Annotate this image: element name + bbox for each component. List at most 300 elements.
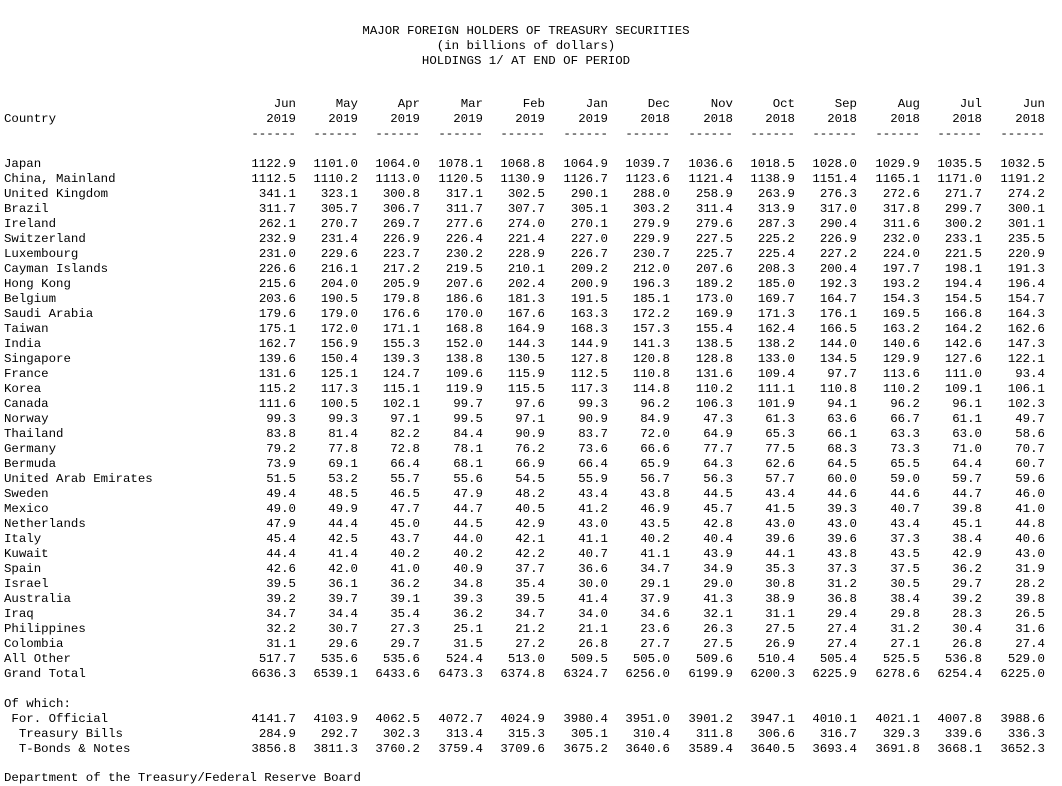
holding-value: 48.2 xyxy=(515,487,545,501)
holding-value: 97.1 xyxy=(515,412,545,426)
holding-value: 39.5 xyxy=(266,577,296,591)
holding-value: 66.9 xyxy=(515,457,545,471)
holding-value: 60.7 xyxy=(1015,457,1045,471)
holding-value: 53.2 xyxy=(328,472,358,486)
holding-value: 305.1 xyxy=(570,202,608,216)
holding-value: 130.5 xyxy=(507,352,545,366)
holding-value: 41.1 xyxy=(640,547,670,561)
column-year: 2019 xyxy=(390,112,420,126)
holding-value: 43.0 xyxy=(827,517,857,531)
holding-value: 36.2 xyxy=(952,562,982,576)
holding-value: 226.4 xyxy=(445,232,483,246)
holding-value: 55.7 xyxy=(390,472,420,486)
holding-value: 64.9 xyxy=(703,427,733,441)
holding-value: 139.6 xyxy=(258,352,296,366)
holding-value: 47.7 xyxy=(390,502,420,516)
holding-value: 1112.5 xyxy=(251,172,296,186)
holding-value: 110.2 xyxy=(882,382,920,396)
country-name: Colombia xyxy=(4,637,64,651)
holding-value: 179.8 xyxy=(382,292,420,306)
holding-value: 64.4 xyxy=(952,457,982,471)
holding-value: 26.3 xyxy=(703,622,733,636)
holding-value: 40.6 xyxy=(1015,532,1045,546)
holding-value: 72.0 xyxy=(640,427,670,441)
holding-value: 277.6 xyxy=(445,217,483,231)
holding-value: 221.5 xyxy=(944,247,982,261)
holding-value: 215.6 xyxy=(258,277,296,291)
country-name: Grand Total xyxy=(4,667,86,681)
holding-value: 4007.8 xyxy=(937,712,982,726)
holding-value: 131.6 xyxy=(695,367,733,381)
holding-value: 6433.6 xyxy=(375,667,420,681)
holding-value: 40.5 xyxy=(515,502,545,516)
holding-value: 3856.8 xyxy=(251,742,296,756)
holding-value: 32.1 xyxy=(703,607,733,621)
holding-value: 27.5 xyxy=(703,637,733,651)
holding-value: 168.8 xyxy=(445,322,483,336)
holding-value: 301.1 xyxy=(1007,217,1045,231)
holding-value: 60.0 xyxy=(827,472,857,486)
holding-value: 100.5 xyxy=(320,397,358,411)
holding-value: 1113.0 xyxy=(375,172,420,186)
holding-value: 3691.8 xyxy=(875,742,920,756)
holding-value: 29.4 xyxy=(827,607,857,621)
holding-value: 77.8 xyxy=(328,442,358,456)
holding-value: 3951.0 xyxy=(625,712,670,726)
holding-value: 225.2 xyxy=(757,232,795,246)
holding-value: 43.0 xyxy=(578,517,608,531)
holding-value: 229.9 xyxy=(632,232,670,246)
column-underline: ------ xyxy=(750,127,795,141)
holding-value: 27.5 xyxy=(765,622,795,636)
column-underline: ------ xyxy=(438,127,483,141)
holding-value: 31.2 xyxy=(827,577,857,591)
country-name: United Kingdom xyxy=(4,187,109,201)
country-name: Kuwait xyxy=(4,547,49,561)
holding-value: 336.3 xyxy=(1007,727,1045,741)
holding-value: 36.8 xyxy=(827,592,857,606)
holding-value: 63.6 xyxy=(827,412,857,426)
holding-value: 44.4 xyxy=(328,517,358,531)
holding-value: 39.2 xyxy=(952,592,982,606)
holding-value: 110.2 xyxy=(695,382,733,396)
country-name: United Arab Emirates xyxy=(4,472,153,486)
holding-value: 35.4 xyxy=(390,607,420,621)
holding-value: 49.7 xyxy=(1015,412,1045,426)
country-name: Korea xyxy=(4,382,42,396)
holding-value: 204.0 xyxy=(320,277,358,291)
holding-value: 6539.1 xyxy=(313,667,358,681)
column-month: Feb xyxy=(522,97,545,111)
holding-value: 172.2 xyxy=(632,307,670,321)
holding-value: 164.7 xyxy=(819,292,857,306)
holding-value: 191.3 xyxy=(1007,262,1045,276)
holding-value: 210.1 xyxy=(507,262,545,276)
column-year: 2018 xyxy=(1015,112,1045,126)
holding-value: 3988.6 xyxy=(1000,712,1045,726)
holding-value: 4103.9 xyxy=(313,712,358,726)
column-underline: ------ xyxy=(937,127,982,141)
holding-value: 59.7 xyxy=(952,472,982,486)
holding-value: 226.7 xyxy=(570,247,608,261)
holding-value: 3760.2 xyxy=(375,742,420,756)
holding-value: 317.8 xyxy=(882,202,920,216)
holding-value: 179.6 xyxy=(258,307,296,321)
holding-value: 1122.9 xyxy=(251,157,296,171)
holding-value: 41.1 xyxy=(578,532,608,546)
holding-value: 31.1 xyxy=(266,637,296,651)
holding-value: 46.0 xyxy=(1015,487,1045,501)
country-name: Sweden xyxy=(4,487,49,501)
holding-value: 96.1 xyxy=(952,397,982,411)
holding-value: 21.2 xyxy=(515,622,545,636)
holding-value: 31.5 xyxy=(453,637,483,651)
country-name: Cayman Islands xyxy=(4,262,109,276)
holding-value: 3640.6 xyxy=(625,742,670,756)
holding-value: 69.1 xyxy=(328,457,358,471)
holding-value: 36.1 xyxy=(328,577,358,591)
holding-value: 109.6 xyxy=(445,367,483,381)
holding-value: 37.3 xyxy=(890,532,920,546)
holding-value: 96.2 xyxy=(640,397,670,411)
holding-value: 290.4 xyxy=(819,217,857,231)
holding-value: 27.1 xyxy=(890,637,920,651)
holding-value: 65.5 xyxy=(890,457,920,471)
holding-value: 164.9 xyxy=(507,322,545,336)
holding-value: 529.0 xyxy=(1007,652,1045,666)
holding-value: 329.3 xyxy=(882,727,920,741)
holding-value: 83.7 xyxy=(578,427,608,441)
holding-value: 230.7 xyxy=(632,247,670,261)
holding-value: 154.7 xyxy=(1007,292,1045,306)
holding-value: 51.5 xyxy=(266,472,296,486)
holding-value: 1126.7 xyxy=(563,172,608,186)
holding-value: 155.3 xyxy=(382,337,420,351)
holding-value: 45.4 xyxy=(266,532,296,546)
holding-value: 124.7 xyxy=(382,367,420,381)
country-name: Singapore xyxy=(4,352,71,366)
holding-value: 274.0 xyxy=(507,217,545,231)
holding-value: 30.7 xyxy=(328,622,358,636)
holding-value: 44.5 xyxy=(703,487,733,501)
holding-value: 505.4 xyxy=(819,652,857,666)
holding-value: 223.7 xyxy=(382,247,420,261)
country-name: China, Mainland xyxy=(4,172,116,186)
holding-value: 3675.2 xyxy=(563,742,608,756)
holding-value: 1028.0 xyxy=(812,157,857,171)
holding-value: 263.9 xyxy=(757,187,795,201)
holding-value: 1018.5 xyxy=(750,157,795,171)
holding-value: 71.0 xyxy=(952,442,982,456)
holding-value: 221.4 xyxy=(507,232,545,246)
holding-value: 141.3 xyxy=(632,337,670,351)
holding-value: 179.0 xyxy=(320,307,358,321)
holding-value: 66.6 xyxy=(640,442,670,456)
holding-value: 81.4 xyxy=(328,427,358,441)
holding-value: 3640.5 xyxy=(750,742,795,756)
holding-value: 3980.4 xyxy=(563,712,608,726)
holding-value: 90.9 xyxy=(578,412,608,426)
holding-value: 23.6 xyxy=(640,622,670,636)
holding-value: 317.0 xyxy=(819,202,857,216)
column-month: Jun xyxy=(1022,97,1045,111)
column-year: 2018 xyxy=(890,112,920,126)
holding-value: 40.2 xyxy=(390,547,420,561)
column-month: May xyxy=(335,97,358,111)
holding-value: 40.2 xyxy=(640,532,670,546)
holding-value: 163.3 xyxy=(570,307,608,321)
of-which-category: Treasury Bills xyxy=(4,727,123,741)
holding-value: 41.4 xyxy=(328,547,358,561)
holding-value: 6256.0 xyxy=(625,667,670,681)
holding-value: 200.4 xyxy=(819,262,857,276)
holding-value: 311.6 xyxy=(882,217,920,231)
holding-value: 207.6 xyxy=(695,262,733,276)
holding-value: 200.9 xyxy=(570,277,608,291)
column-year: 2019 xyxy=(578,112,608,126)
holding-value: 303.2 xyxy=(632,202,670,216)
holding-value: 56.7 xyxy=(640,472,670,486)
holding-value: 310.4 xyxy=(632,727,670,741)
column-underline: ------ xyxy=(375,127,420,141)
report-title: MAJOR FOREIGN HOLDERS OF TREASURY SECURITIES xyxy=(362,24,690,38)
report-subtitle-units: (in billions of dollars) xyxy=(436,39,616,53)
holding-value: 6278.6 xyxy=(875,667,920,681)
country-name: Norway xyxy=(4,412,49,426)
holding-value: 29.6 xyxy=(328,637,358,651)
holding-value: 26.5 xyxy=(1015,607,1045,621)
holding-value: 41.3 xyxy=(703,592,733,606)
holding-value: 66.4 xyxy=(578,457,608,471)
holding-value: 510.4 xyxy=(757,652,795,666)
holding-value: 45.1 xyxy=(952,517,982,531)
holding-value: 270.7 xyxy=(320,217,358,231)
holding-value: 207.6 xyxy=(445,277,483,291)
holding-value: 341.1 xyxy=(258,187,296,201)
column-underline: ------ xyxy=(500,127,545,141)
holding-value: 115.5 xyxy=(507,382,545,396)
holding-value: 1068.8 xyxy=(500,157,545,171)
holding-value: 196.4 xyxy=(1007,277,1045,291)
country-name: Switzerland xyxy=(4,232,86,246)
holding-value: 513.0 xyxy=(507,652,545,666)
holding-value: 35.4 xyxy=(515,577,545,591)
holding-value: 36.6 xyxy=(578,562,608,576)
holding-value: 1039.7 xyxy=(625,157,670,171)
holding-value: 144.3 xyxy=(507,337,545,351)
holding-value: 73.9 xyxy=(266,457,296,471)
holding-value: 185.1 xyxy=(632,292,670,306)
holding-value: 212.0 xyxy=(632,262,670,276)
holding-value: 227.2 xyxy=(819,247,857,261)
holding-value: 42.1 xyxy=(515,532,545,546)
holding-value: 110.8 xyxy=(632,367,670,381)
country-name: Brazil xyxy=(4,202,49,216)
holding-value: 300.8 xyxy=(382,187,420,201)
holding-value: 1064.0 xyxy=(375,157,420,171)
holding-value: 164.2 xyxy=(944,322,982,336)
column-underline: ------ xyxy=(875,127,920,141)
holding-value: 37.9 xyxy=(640,592,670,606)
holding-value: 536.8 xyxy=(944,652,982,666)
holding-value: 162.4 xyxy=(757,322,795,336)
column-month: Nov xyxy=(710,97,733,111)
holding-value: 258.9 xyxy=(695,187,733,201)
holding-value: 27.2 xyxy=(515,637,545,651)
holding-value: 112.5 xyxy=(570,367,608,381)
holding-value: 1121.4 xyxy=(688,172,733,186)
holding-value: 138.8 xyxy=(445,352,483,366)
holding-value: 226.9 xyxy=(382,232,420,246)
holding-value: 106.3 xyxy=(695,397,733,411)
holding-value: 317.1 xyxy=(445,187,483,201)
column-underline: ------ xyxy=(563,127,608,141)
holding-value: 1101.0 xyxy=(313,157,358,171)
holding-value: 39.7 xyxy=(328,592,358,606)
column-underline: ------ xyxy=(251,127,296,141)
holding-value: 152.0 xyxy=(445,337,483,351)
holding-value: 26.9 xyxy=(765,637,795,651)
holding-value: 58.6 xyxy=(1015,427,1045,441)
holding-value: 194.4 xyxy=(944,277,982,291)
holding-value: 193.2 xyxy=(882,277,920,291)
holding-value: 228.9 xyxy=(507,247,545,261)
country-name: All Other xyxy=(4,652,71,666)
holding-value: 4021.1 xyxy=(875,712,920,726)
holding-value: 229.6 xyxy=(320,247,358,261)
holding-value: 1029.9 xyxy=(875,157,920,171)
holding-value: 43.4 xyxy=(890,517,920,531)
holding-value: 64.5 xyxy=(827,457,857,471)
holding-value: 27.4 xyxy=(1015,637,1045,651)
holding-value: 139.3 xyxy=(382,352,420,366)
holding-value: 6324.7 xyxy=(563,667,608,681)
holding-value: 175.1 xyxy=(258,322,296,336)
holding-value: 1110.2 xyxy=(313,172,358,186)
of-which-label: Of which: xyxy=(4,697,71,711)
holding-value: 4141.7 xyxy=(251,712,296,726)
holding-value: 44.1 xyxy=(765,547,795,561)
holding-value: 31.1 xyxy=(765,607,795,621)
holding-value: 191.5 xyxy=(570,292,608,306)
holding-value: 269.7 xyxy=(382,217,420,231)
holding-value: 31.6 xyxy=(1015,622,1045,636)
holding-value: 311.7 xyxy=(258,202,296,216)
holding-value: 48.5 xyxy=(328,487,358,501)
holding-value: 27.4 xyxy=(827,637,857,651)
of-which-category: For. Official xyxy=(4,712,109,726)
holding-value: 26.8 xyxy=(952,637,982,651)
holding-value: 41.0 xyxy=(1015,502,1045,516)
holding-value: 127.8 xyxy=(570,352,608,366)
holding-value: 56.3 xyxy=(703,472,733,486)
holding-value: 1151.4 xyxy=(812,172,857,186)
report-subtitle-period: HOLDINGS 1/ AT END OF PERIOD xyxy=(421,54,631,68)
holding-value: 167.6 xyxy=(507,307,545,321)
holding-value: 36.2 xyxy=(453,607,483,621)
column-year: 2019 xyxy=(515,112,545,126)
holding-value: 42.8 xyxy=(703,517,733,531)
column-month: Jun xyxy=(273,97,296,111)
holding-value: 323.1 xyxy=(320,187,358,201)
holding-value: 131.6 xyxy=(258,367,296,381)
holding-value: 45.7 xyxy=(703,502,733,516)
holding-value: 49.0 xyxy=(266,502,296,516)
holding-value: 4024.9 xyxy=(500,712,545,726)
holding-value: 40.7 xyxy=(890,502,920,516)
holding-value: 43.0 xyxy=(1015,547,1045,561)
holding-value: 1191.2 xyxy=(1000,172,1045,186)
holding-value: 44.8 xyxy=(1015,517,1045,531)
holding-value: 231.0 xyxy=(258,247,296,261)
holding-value: 224.0 xyxy=(882,247,920,261)
holding-value: 43.4 xyxy=(578,487,608,501)
holding-value: 54.5 xyxy=(515,472,545,486)
holding-value: 99.3 xyxy=(266,412,296,426)
column-year: 2019 xyxy=(266,112,296,126)
holding-value: 6636.3 xyxy=(251,667,296,681)
holding-value: 144.0 xyxy=(819,337,857,351)
holding-value: 29.7 xyxy=(390,637,420,651)
holding-value: 217.2 xyxy=(382,262,420,276)
holding-value: 43.5 xyxy=(640,517,670,531)
holding-value: 120.8 xyxy=(632,352,670,366)
holding-value: 59.6 xyxy=(1015,472,1045,486)
holding-value: 43.9 xyxy=(703,547,733,561)
holding-value: 315.3 xyxy=(507,727,545,741)
holding-value: 65.3 xyxy=(765,427,795,441)
holding-value: 156.9 xyxy=(320,337,358,351)
holding-value: 525.5 xyxy=(882,652,920,666)
holding-value: 55.6 xyxy=(453,472,483,486)
holding-value: 64.3 xyxy=(703,457,733,471)
holding-value: 164.3 xyxy=(1007,307,1045,321)
holding-value: 509.5 xyxy=(570,652,608,666)
holding-value: 1078.1 xyxy=(438,157,483,171)
holding-value: 197.7 xyxy=(882,262,920,276)
country-name: Netherlands xyxy=(4,517,86,531)
holding-value: 37.5 xyxy=(890,562,920,576)
holding-value: 279.6 xyxy=(695,217,733,231)
holding-value: 225.7 xyxy=(695,247,733,261)
holding-value: 29.8 xyxy=(890,607,920,621)
holding-value: 290.1 xyxy=(570,187,608,201)
holding-value: 114.8 xyxy=(632,382,670,396)
holding-value: 505.0 xyxy=(632,652,670,666)
holding-value: 41.4 xyxy=(578,592,608,606)
holding-value: 34.9 xyxy=(703,562,733,576)
holding-value: 44.6 xyxy=(827,487,857,501)
holding-value: 93.4 xyxy=(1015,367,1045,381)
holding-value: 6374.8 xyxy=(500,667,545,681)
holding-value: 1171.0 xyxy=(937,172,982,186)
holding-value: 43.5 xyxy=(890,547,920,561)
holding-value: 129.9 xyxy=(882,352,920,366)
holding-value: 176.1 xyxy=(819,307,857,321)
holding-value: 270.1 xyxy=(570,217,608,231)
holding-value: 72.8 xyxy=(390,442,420,456)
holding-value: 276.3 xyxy=(819,187,857,201)
holding-value: 40.4 xyxy=(703,532,733,546)
holding-value: 43.8 xyxy=(827,547,857,561)
country-name: Italy xyxy=(4,532,42,546)
country-name: Spain xyxy=(4,562,42,576)
country-name: Australia xyxy=(4,592,71,606)
holding-value: 27.3 xyxy=(390,622,420,636)
column-header-country: Country xyxy=(4,112,57,126)
holding-value: 535.6 xyxy=(320,652,358,666)
holding-value: 119.9 xyxy=(445,382,483,396)
